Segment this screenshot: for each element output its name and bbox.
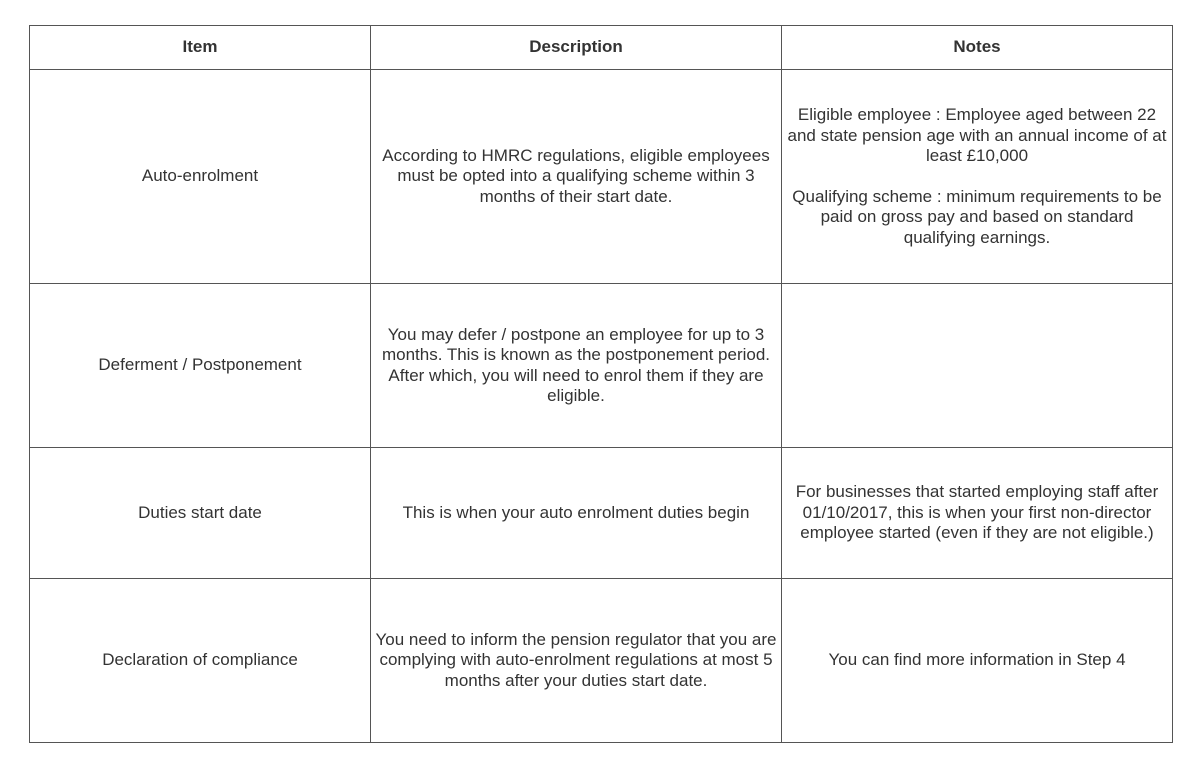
table-row	[30, 579, 1173, 743]
item-cell: Auto-enrolment	[30, 70, 371, 284]
notes-cell	[782, 284, 1173, 448]
glossary-table-container	[29, 25, 1172, 743]
description-cell: According to HMRC regulations, eligible employees must be opted into a qualifying scheme within 3 months of their start date.	[371, 70, 782, 284]
item-cell: Duties start date	[30, 448, 371, 579]
description-cell: This is when your auto enrolment duties begin	[371, 448, 782, 579]
item-cell: Deferment / Postponement	[30, 284, 371, 448]
table-row	[30, 70, 1173, 284]
notes-cell	[782, 70, 1173, 284]
glossary-table	[29, 25, 1173, 743]
description-cell: You may defer / postpone an employee for up to 3 months. This is known as the postponement period. After which, you will need to enrol them if they are eligible.	[371, 284, 782, 448]
table-header-row	[30, 26, 1173, 70]
item-cell: Declaration of compliance	[30, 579, 371, 743]
notes-cell: For businesses that started employing staff after 01/10/2017, this is when your first non-director employee started (even if they are not eligible.)	[782, 448, 1173, 579]
table-row	[30, 284, 1173, 448]
column-header-item: Item	[30, 26, 371, 70]
table-row	[30, 448, 1173, 579]
notes-paragraph: Qualifying scheme : minimum requirements to be paid on gross pay and based on standard qualifying earnings.	[792, 186, 1162, 247]
notes-cell: You can find more information in Step 4	[782, 579, 1173, 743]
description-cell: You need to inform the pension regulator that you are complying with auto-enrolment regulations at most 5 months after your duties start date.	[371, 579, 782, 743]
column-header-notes: Notes	[782, 26, 1173, 70]
notes-paragraph: Eligible employee : Employee aged between 22 and state pension age with an annual income of at least £10,000	[787, 105, 1167, 165]
column-header-description: Description	[371, 26, 782, 70]
paragraph-spacer	[784, 167, 1170, 187]
